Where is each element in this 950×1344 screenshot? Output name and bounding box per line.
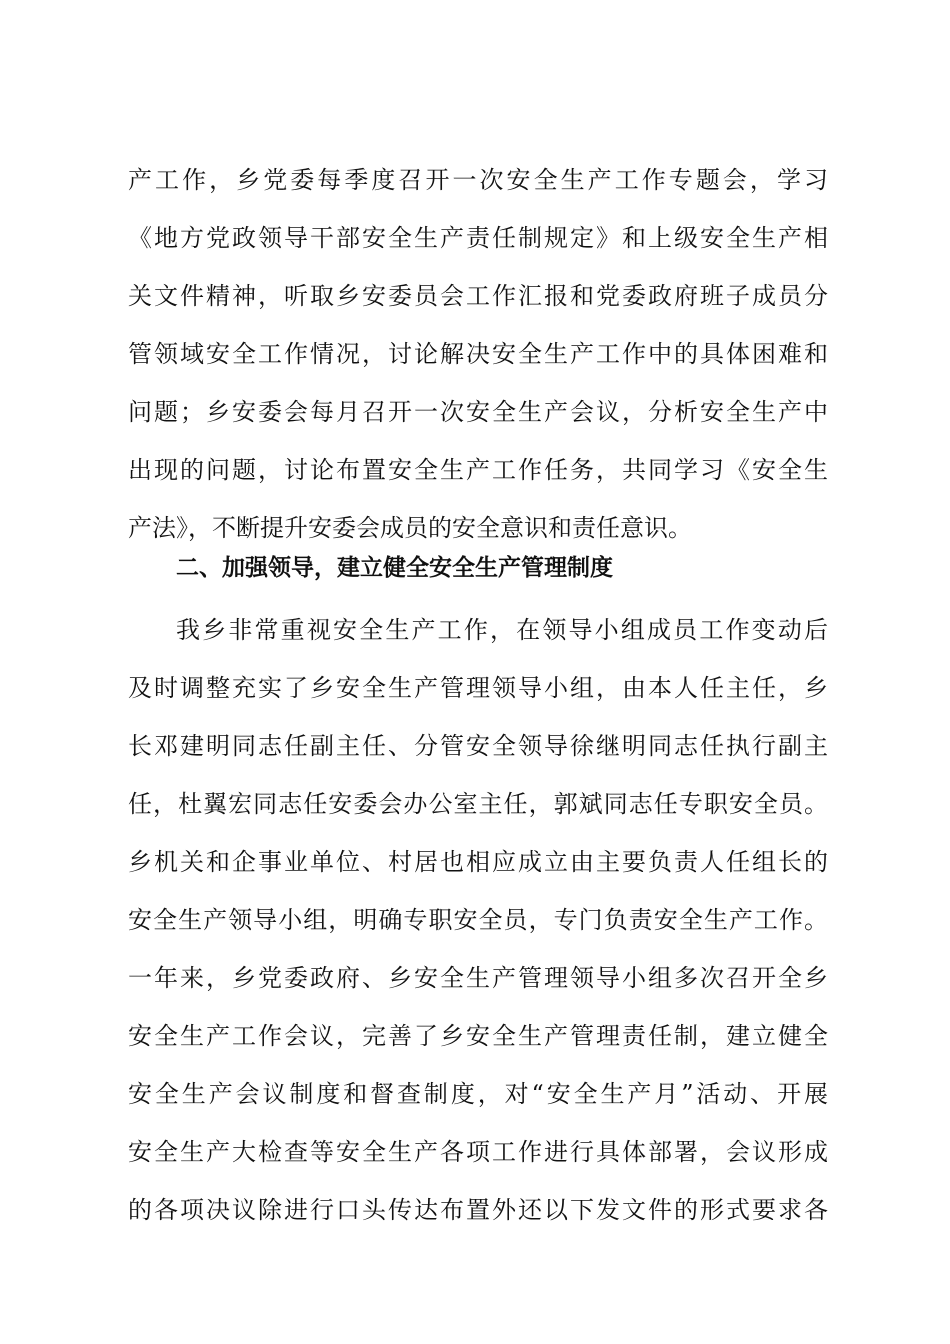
paragraph-1-line-6: 出现的问题，讨论布置安全生产工作任务，共同学习《安全生 (128, 456, 828, 484)
paragraph-1-line-5: 问题；乡安委会每月召开一次安全生产会议，分析安全生产中 (128, 398, 828, 426)
section-2-line-3: 长邓建明同志任副主任、分管安全领导徐继明同志任执行副主 (128, 732, 828, 760)
section-2-line-1: 我乡非常重视安全生产工作，在领导小组成员工作变动后 (176, 616, 828, 644)
section-2-line-11: 的各项决议除进行口头传达布置外还以下发文件的形式要求各 (128, 1196, 828, 1224)
paragraph-1-line-3: 关文件精神，听取乡安委员会工作汇报和党委政府班子成员分 (128, 282, 828, 310)
section-2-line-10: 安全生产大检查等安全生产各项工作进行具体部署，会议形成 (128, 1138, 828, 1166)
section-2-line-7: 一年来，乡党委政府、乡安全生产管理领导小组多次召开全乡 (128, 964, 828, 992)
section-2-line-5: 乡机关和企事业单位、村居也相应成立由主要负责人任组长的 (128, 848, 828, 876)
paragraph-1-line-4: 管领域安全工作情况，讨论解决安全生产工作中的具体困难和 (128, 340, 828, 368)
paragraph-1-line-7: 产法》，不断提升安委会成员的安全意识和责任意识。 (128, 514, 692, 542)
paragraph-1-line-2: 《地方党政领导干部安全生产责任制规定》和上级安全生产相 (128, 224, 828, 252)
section-2-line-6: 安全生产领导小组，明确专职安全员，专门负责安全生产工作。 (128, 906, 828, 934)
section-2-heading: 二、加强领导，建立健全安全生产管理制度 (176, 555, 613, 581)
section-2-line-2: 及时调整充实了乡安全生产管理领导小组，由本人任主任，乡 (128, 674, 828, 702)
paragraph-1-line-1: 产工作，乡党委每季度召开一次安全生产工作专题会，学习 (128, 166, 828, 194)
section-2-line-8: 安全生产工作会议，完善了乡安全生产管理责任制，建立健全 (128, 1022, 828, 1050)
section-2-line-9: 安全生产会议制度和督查制度，对“安全生产月”活动、开展 (128, 1080, 828, 1108)
section-2-line-4: 任，杜翼宏同志任安委会办公室主任，郭斌同志任专职安全员。 (128, 790, 828, 818)
